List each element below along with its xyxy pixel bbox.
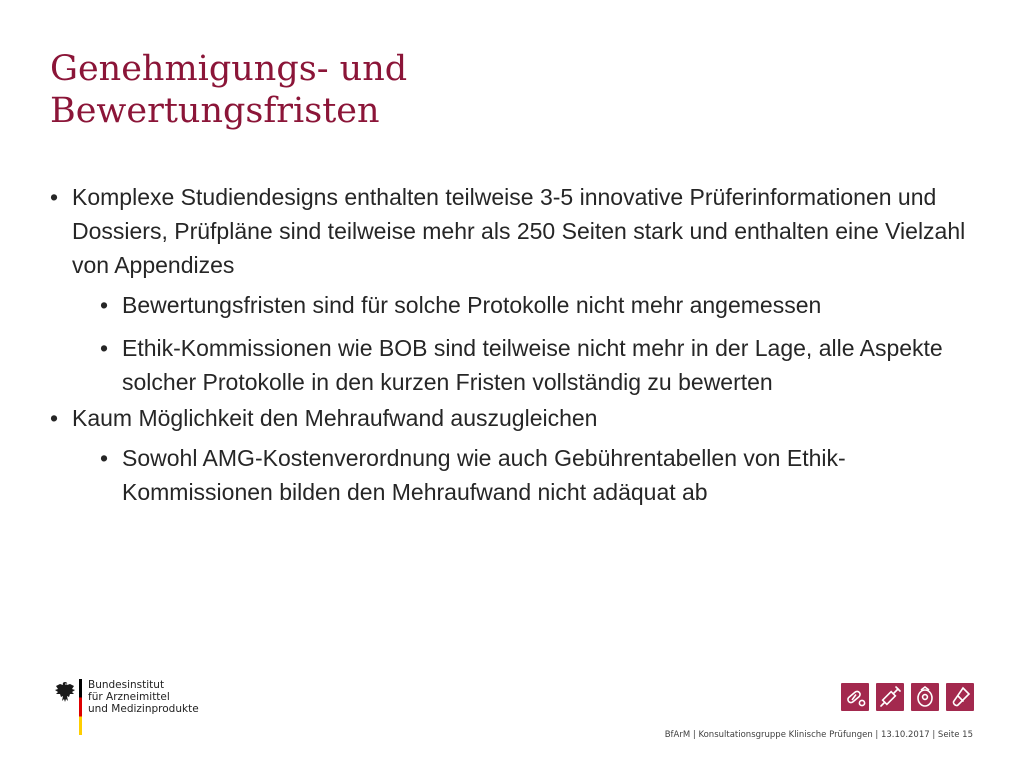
sub-bullet-item [100,441,970,509]
bullet-dot: • [50,184,59,210]
sub-bullet-text: Sowohl AMG-Kostenverordnung wie auch Gebührentabellen von Ethik-Kommissionen bilden den Mehraufwand nicht adäquat ab [122,445,846,505]
bullet-list [50,178,970,509]
pills-icon [841,683,869,711]
institute-name [88,679,199,715]
bullet-dot: • [50,405,59,431]
institute-line-3: und Medizinprodukte [88,703,199,715]
slide-footer: BfArM | Konsultationsgruppe Klinische Prüfungen | 13.10.2017 | Seite 15 [664,730,973,740]
bullet-item [50,180,970,282]
medical-device-icon [911,683,939,711]
german-flag-stripe [79,679,82,735]
slide-title [50,48,750,132]
sub-bullet-text: Bewertungsfristen sind für solche Protokolle nicht mehr angemessen [122,292,822,318]
bullet-dot: • [100,445,109,471]
institute-line-2: für Arzneimittel [88,691,170,703]
sub-bullet-item [100,331,970,399]
title-line-1: Genehmigungs- und [50,49,408,89]
bullet-item [50,401,970,435]
sub-bullet-item [100,288,970,322]
test-tube-icon [946,683,974,711]
syringe-icon [876,683,904,711]
bfarm-logo [50,675,250,739]
bullet-dot: • [100,335,109,361]
bullet-text: Kaum Möglichkeit den Mehraufwand auszugleichen [72,405,598,431]
institute-line-1: Bundesinstitut [88,679,165,691]
icon-tiles [841,683,977,713]
bullet-dot: • [100,292,109,318]
sub-bullet-text: Ethik-Kommissionen wie BOB sind teilweise nicht mehr in der Lage, alle Aspekte solcher Protokolle in den kurzen Fristen vollständig zu bewerten [122,335,943,395]
bullet-text: Komplexe Studiendesigns enthalten teilweise 3-5 innovative Prüferinformationen und Dossiers, Prüfpläne sind teilweise mehr als 250 Seiten stark und enthalten eine Vielzahl von Appendizes [72,184,966,278]
title-line-2: Bewertungsfristen [50,91,380,131]
federal-eagle-icon [54,680,76,704]
